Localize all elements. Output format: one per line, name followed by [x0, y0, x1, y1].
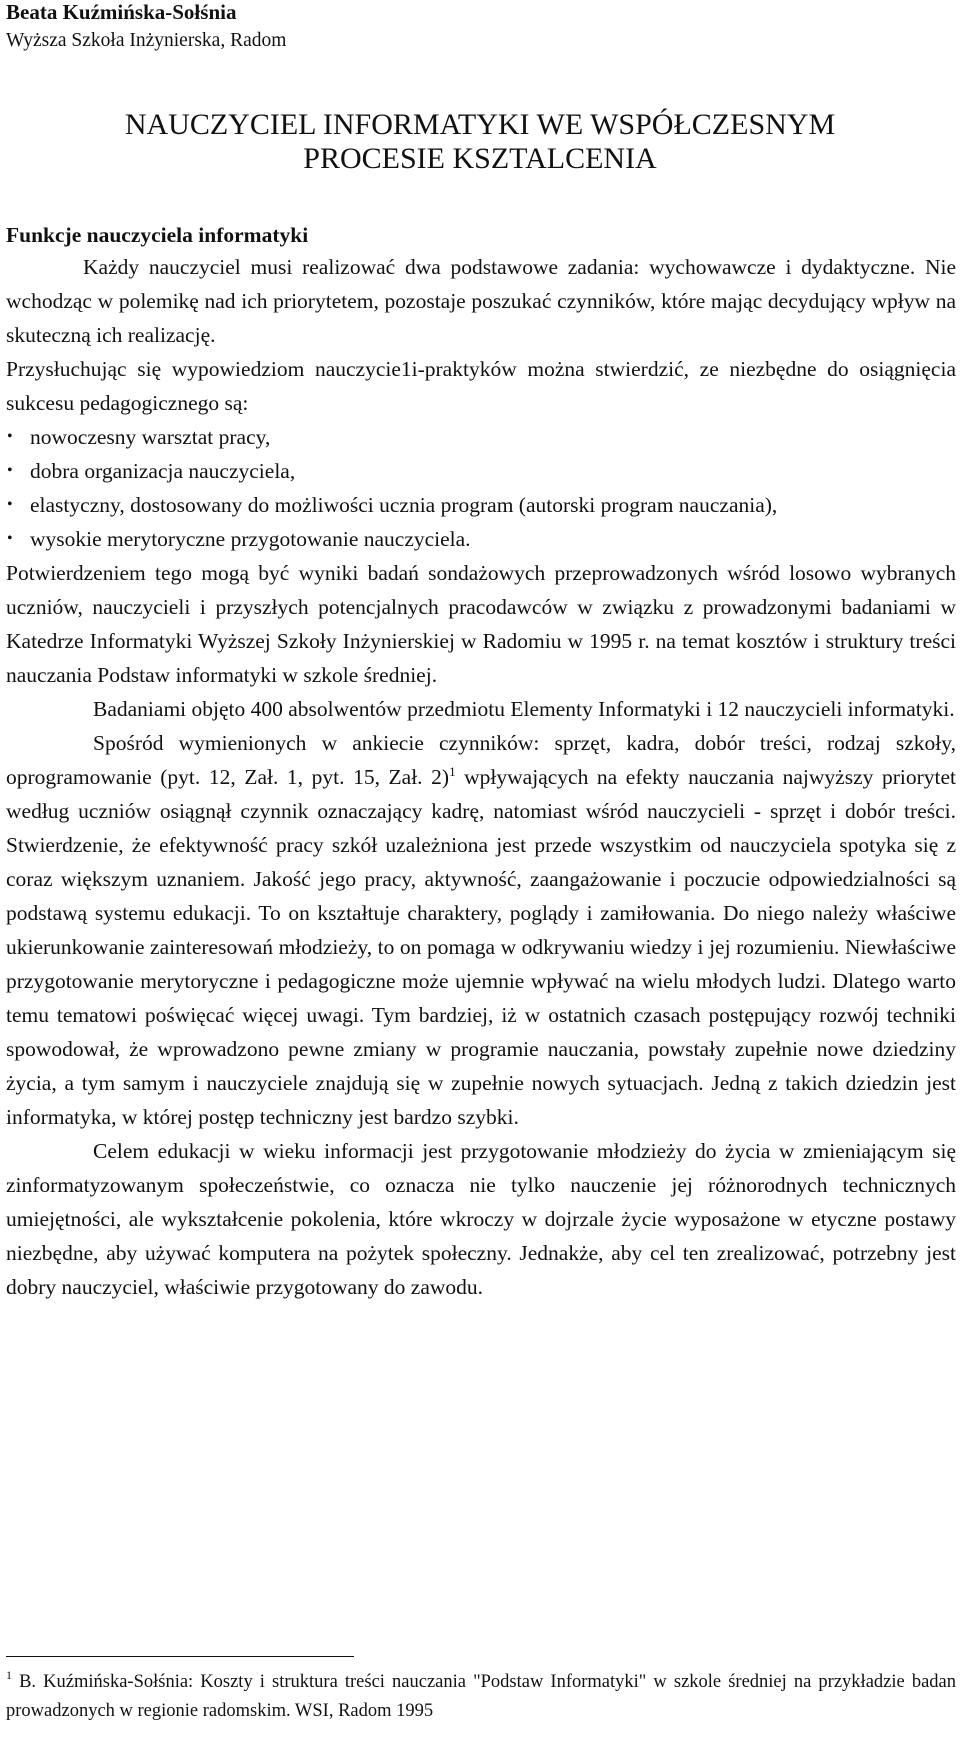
paragraph-sample: Badaniami objęto 400 absolwentów przedmiotu Elementy Informatyki i 12 nauczycieli informatyki. [93, 697, 955, 721]
footnote-reference: 1 [449, 764, 456, 779]
list-item-text: elastyczny, dostosowany do możliwości ucznia program (autorski program nauczania), [30, 493, 778, 517]
paragraph-factors [6, 726, 956, 1134]
paragraph-survey: Potwierdzeniem tego mogą być wyniki badań sondażowych przeprowadzonych wśród losowo wybranych uczniów, nauczycieli i przyszłych potencjalnych pracodawców w związku z prowadzonymi badaniami w Katedrze Informatyki Wyższej Szkoły Inżynierskiej w Radomiu w 1995 r. na temat kosztów i struktury treści nauczania Podstaw informatyki w szkole średniej. [6, 561, 956, 687]
list-item-text: wysokie merytoryczne przygotowanie nauczyciela. [30, 527, 471, 551]
paragraph-practitioners: Przysłuchując się wypowiedziom nauczycie1i-praktyków można stwierdzić, ze niezbędne do osiągnięcia sukcesu pedagogicznego są: [6, 357, 956, 415]
list-item [6, 488, 956, 522]
paragraph-education-goal: Celem edukacji w wieku informacji jest przygotowanie młodzieży do życia w zmieniającym się zinformatyzowanym społeczeństwie, co oznacza nie tylko nauczenie jej różnorodnych technicznych umiejętności, ale wykształcenie pokolenia, które wkroczy w dojrzale życie wyposażone w etyczne postawy niezbędne, aby używać komputera na pożytek społeczny. Jednakże, aby cel ten zrealizować, potrzebny jest dobry nauczyciel, właściwie przygotowany do zawodu. [6, 1139, 956, 1299]
footnote-divider [6, 1656, 354, 1657]
factors-text-end: wpływających na efekty nauczania najwyższy priorytet według uczniów osiągnął czynnik oznaczający kadrę, natomiast wśród nauczycieli - sprzęt i dobór treści. Stwierdzenie, że efektywność pracy szkół uzależniona jest przede wszystkim od nauczyciela spotyka się z coraz większym uznaniem. Jakość jego pracy, aktywność, zaangażowanie i poczucie odpowiedzialności są podstawą systemu edukacji. To on kształtuje charaktery, poglądy i zamiłowania. Do niego należy właściwe ukierunkowanie zainteresowań młodzieży, to on pomaga w odkrywaniu wiedzy i jej rozumieniu. Niewłaściwe przygotowanie merytoryczne i pedagogiczne może ujemnie wpływać na wielu młodych ludzi. Dlatego warto temu tematowi poświęcać więcej uwagi. Tym bardziej, iż w ostatnich czasach postępujący rozwój techniki spowodował, że wprowadzono pewne zmiany w programie nauczania, powstały zupełnie nowe dziedziny życia, a tym samym i nauczyciele znajdują się w zupełnie nowych sytuacjach. Jedną z takich dziedzin jest informatyka, w której postęp techniczny jest bardzo szybki. [6, 765, 956, 1129]
bullet-icon: • [7, 428, 13, 445]
list-item-text: nowoczesny warsztat pracy, [30, 425, 271, 449]
author-affiliation: Wyższa Szkoła Inżynierska, Radom [6, 30, 287, 51]
body-text [6, 250, 956, 1304]
bullet-icon: • [7, 462, 13, 479]
bullet-icon: • [7, 496, 13, 513]
footnote [6, 1668, 956, 1726]
paragraph-intro: Każdy nauczyciel musi realizować dwa podstawowe zadania: wychowawcze i dydaktyczne. Nie wchodząc w polemikę nad ich priorytetem, pozostaje poszukać czynników, które mając decydujący wpływ na skuteczną ich realizację. [6, 255, 956, 347]
document-title [0, 108, 960, 176]
footnote-mark: 1 [6, 1668, 12, 1682]
title-line-2: PROCESIE KSZTALCENIA [303, 142, 657, 175]
list-item [6, 420, 956, 454]
list-item-text: dobra organizacja nauczyciela, [30, 459, 296, 483]
factors-text-start: Spośród wymienionych w ankiecie czynników: sprzęt, kadra, dobór treści, rodzaj szkoły, oprogramowanie (pyt. 12, Zał. 1, pyt. 15, Zał. 2) [6, 731, 956, 789]
author-name: Beata Kuźmińska-Sołśnia [6, 0, 237, 24]
requirements-list [6, 420, 956, 556]
list-item [6, 522, 956, 556]
title-line-1: NAUCZYCIEL INFORMATYKI WE WSPÓŁCZESNYM [124, 108, 836, 141]
list-item [6, 454, 956, 488]
section-heading: Funkcje nauczyciela informatyki [6, 223, 309, 247]
bullet-icon: • [7, 530, 13, 547]
footnote-text: B. Kuźmińska-Sołśnia: Koszty i struktura treści nauczania "Podstaw Informatyki" w szkole średniej na przykładzie badan prowadzonych w regionie radomskim. WSI, Radom 1995 [6, 1672, 956, 1721]
